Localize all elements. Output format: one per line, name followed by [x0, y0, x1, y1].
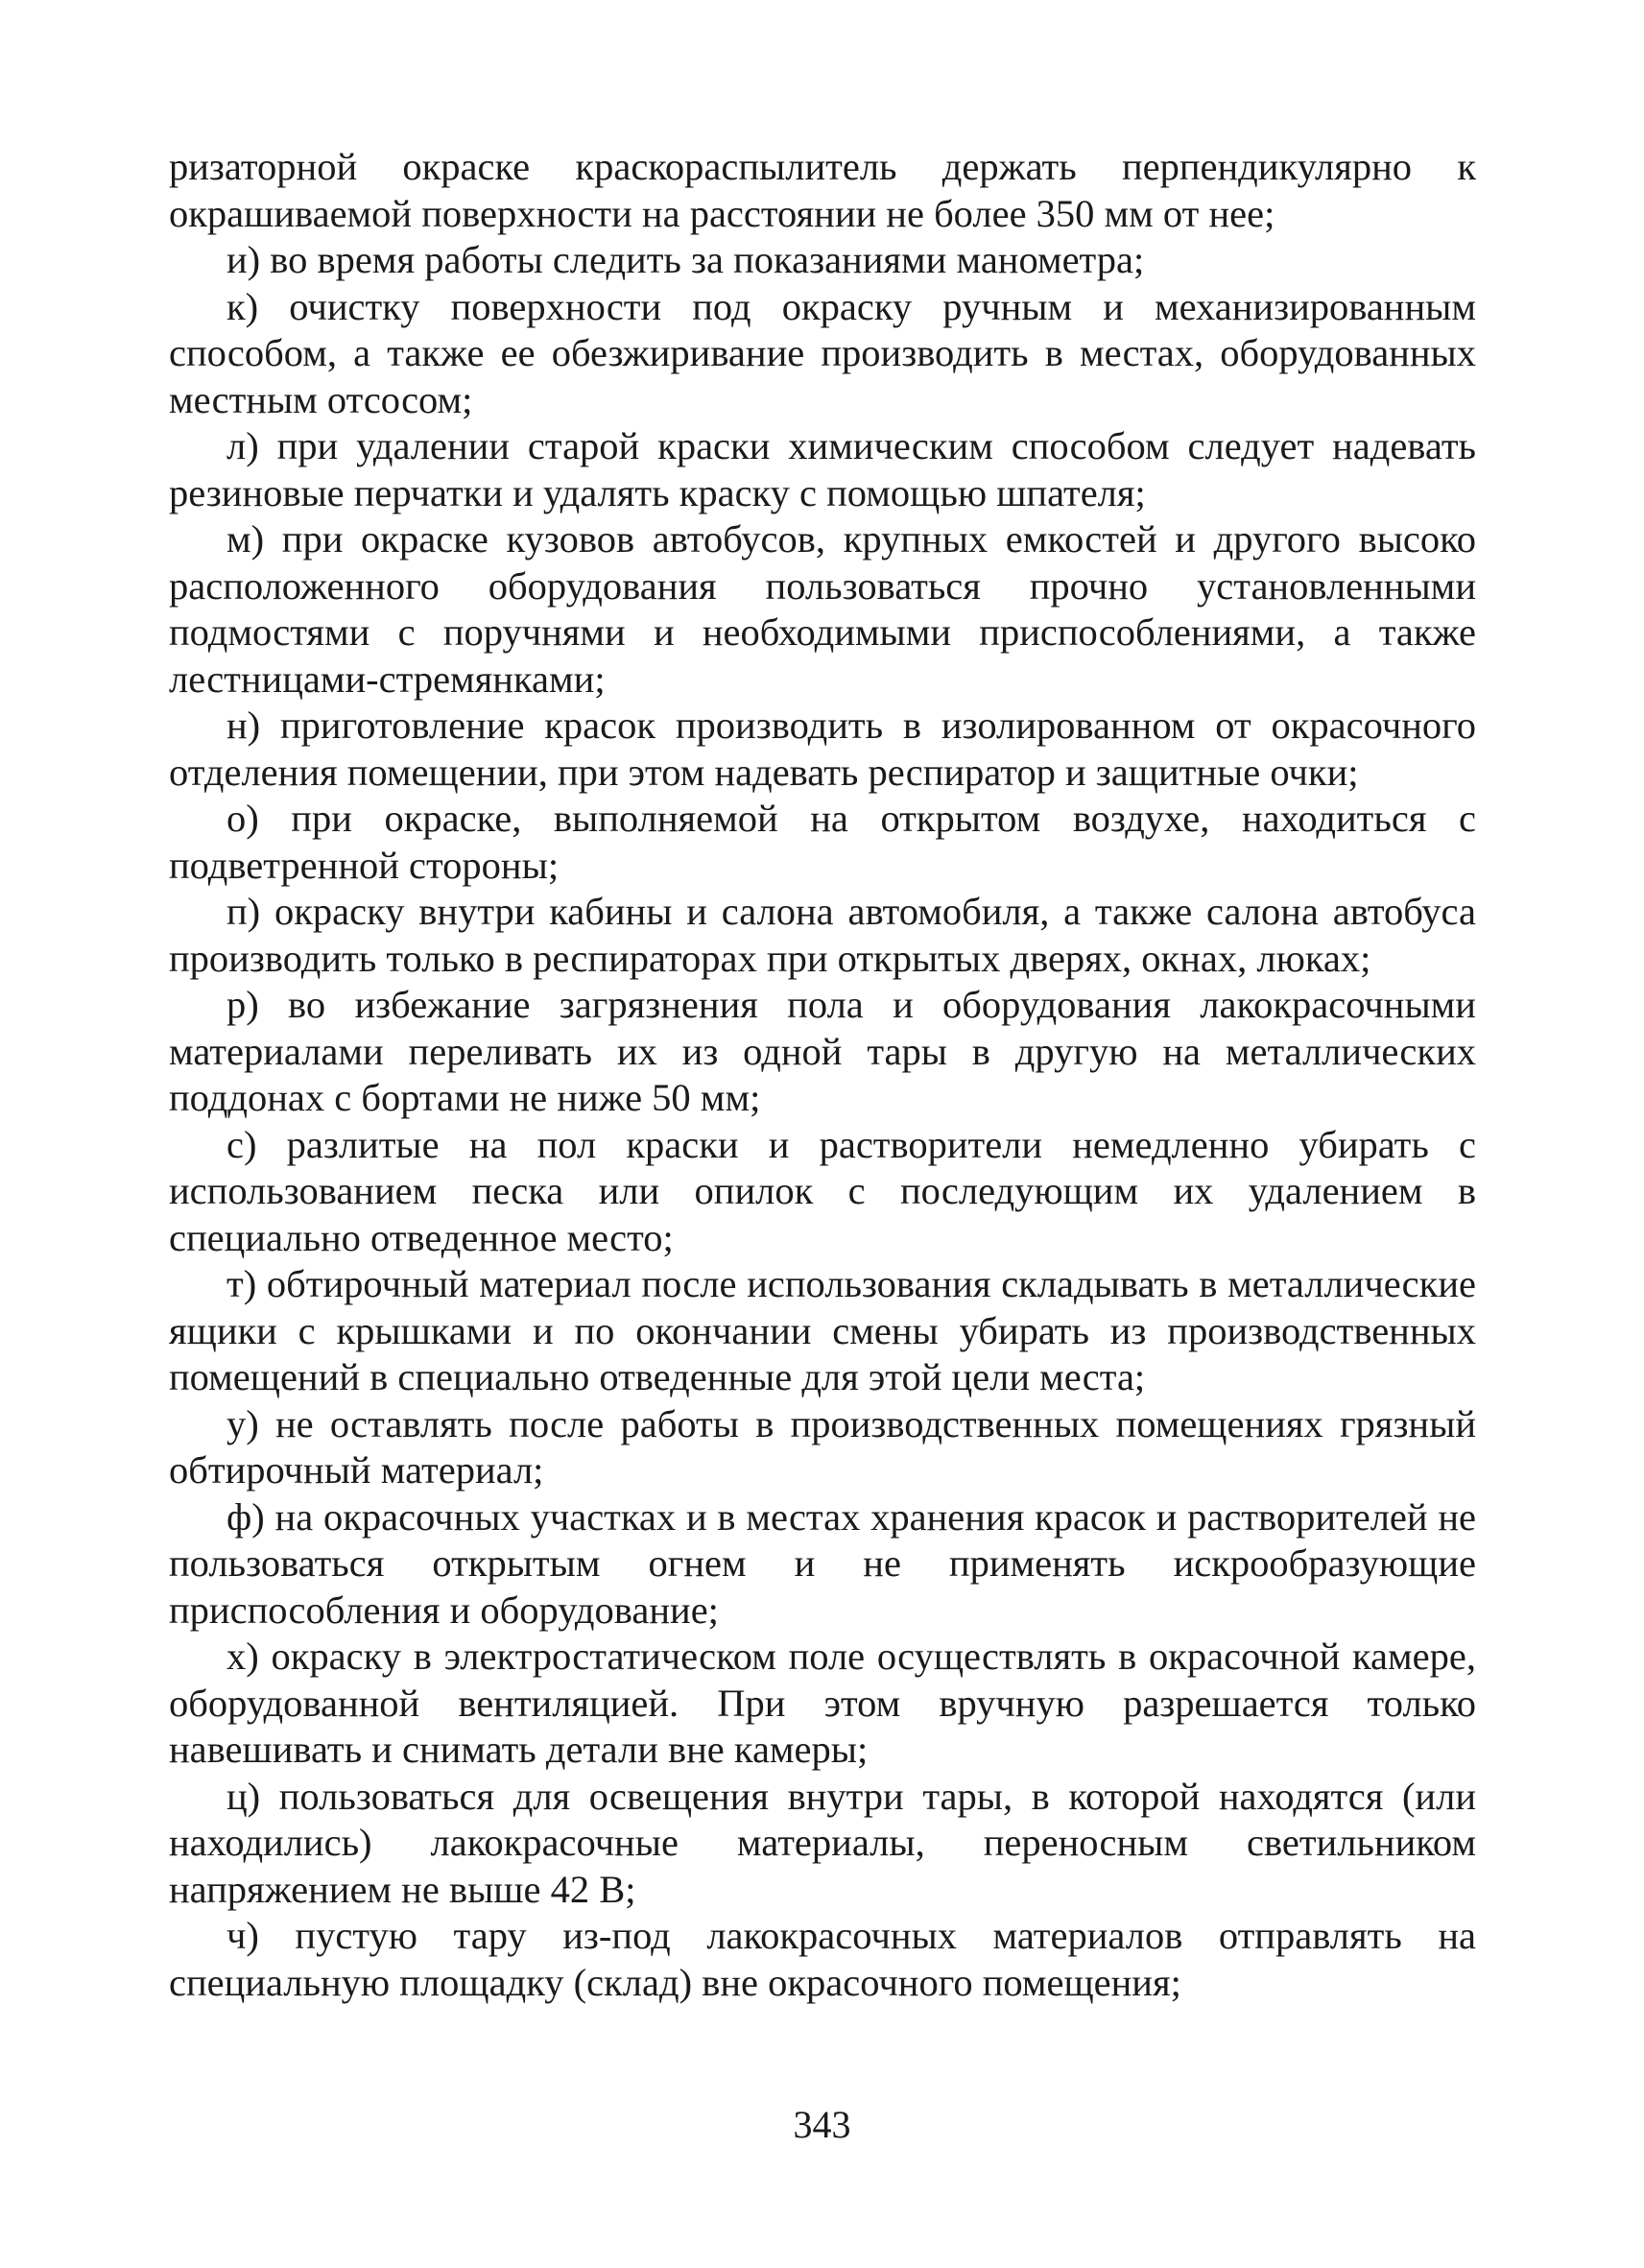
paragraph-item-m: м) при окраске кузовов автобусов, крупных емкостей и другого высоко расположенного оборудования пользоваться прочно установленными подмостями с поручнями и необходимыми приспособлениями, а также лестницами-стремянками;: [169, 517, 1476, 701]
paragraph-item-k: к) очистку поверхности под окраску ручным и механизированным способом, а также ее обезжиривание производить в местах, оборудованных местным отсосом;: [169, 284, 1476, 421]
paragraph-item-f: ф) на окрасочных участках и в местах хранения красок и растворителей не пользоваться открытым огнем и не применять искрообразующие приспособления и оборудование;: [169, 1494, 1476, 1632]
paragraph-item-kh: х) окраску в электростатическом поле осуществлять в окрасочной камере, оборудованной вентиляцией. При этом вручную разрешается только навешивать и снимать детали вне камеры;: [169, 1635, 1476, 1771]
paragraph-continuation: ризаторной окраске краскораспылитель держать перпендикулярно к окрашиваемой поверхности на расстоянии не более 350 мм от нее;: [169, 145, 1476, 235]
paragraph-item-o: о) при окраске, выполняемой на открытом воздухе, находиться с подветренной стороны;: [169, 797, 1476, 887]
page-number: 343: [793, 2103, 851, 2146]
paragraph-item-l: л) при удалении старой краски химическим способом следует надевать резиновые перчатки и удалять краску с помощью шпателя;: [169, 424, 1476, 514]
paragraph-item-n: н) приготовление красок производить в изолированном от окрасочного отделения помещении, при этом надевать респиратор и защитные очки;: [169, 704, 1476, 794]
paragraph-item-t: т) обтирочный материал после использования складывать в металлические ящики с крышками и по окончании смены убирать из производственных помещений в специально отведенные для этой цели места;: [169, 1262, 1476, 1398]
paragraph-item-u: у) не оставлять после работы в производственных помещениях грязный обтирочный материал;: [169, 1401, 1476, 1492]
paragraph-item-ts: ц) пользоваться для освещения внутри тары, в которой находятся (или находились) лакокрасочные материалы, переносным светильником напряжением не выше 42 В;: [169, 1774, 1476, 1911]
paragraph-item-ch: ч) пустую тару из-под лакокрасочных материалов отправлять на специальную площадку (склад) вне окрасочного помещения;: [169, 1914, 1476, 2004]
paragraph-item-s: с) разлитые на пол краски и растворители немедленно убирать с использованием песка или опилок с последующим их удалением в специально отведенное место;: [169, 1122, 1476, 1259]
paragraph-item-i: и) во время работы следить за показаниями манометра;: [226, 238, 1145, 281]
paragraph-item-p: п) окраску внутри кабины и салона автомобиля, а также салона автобуса производить только в респираторах при открытых дверях, окнах, люках;: [169, 890, 1476, 980]
document-body: [169, 144, 1476, 2006]
paragraph-item-r: р) во избежание загрязнения пола и оборудования лакокрасочными материалами переливать их из одной тары в другую на металлических поддонах с бортами не ниже 50 мм;: [169, 983, 1476, 1119]
